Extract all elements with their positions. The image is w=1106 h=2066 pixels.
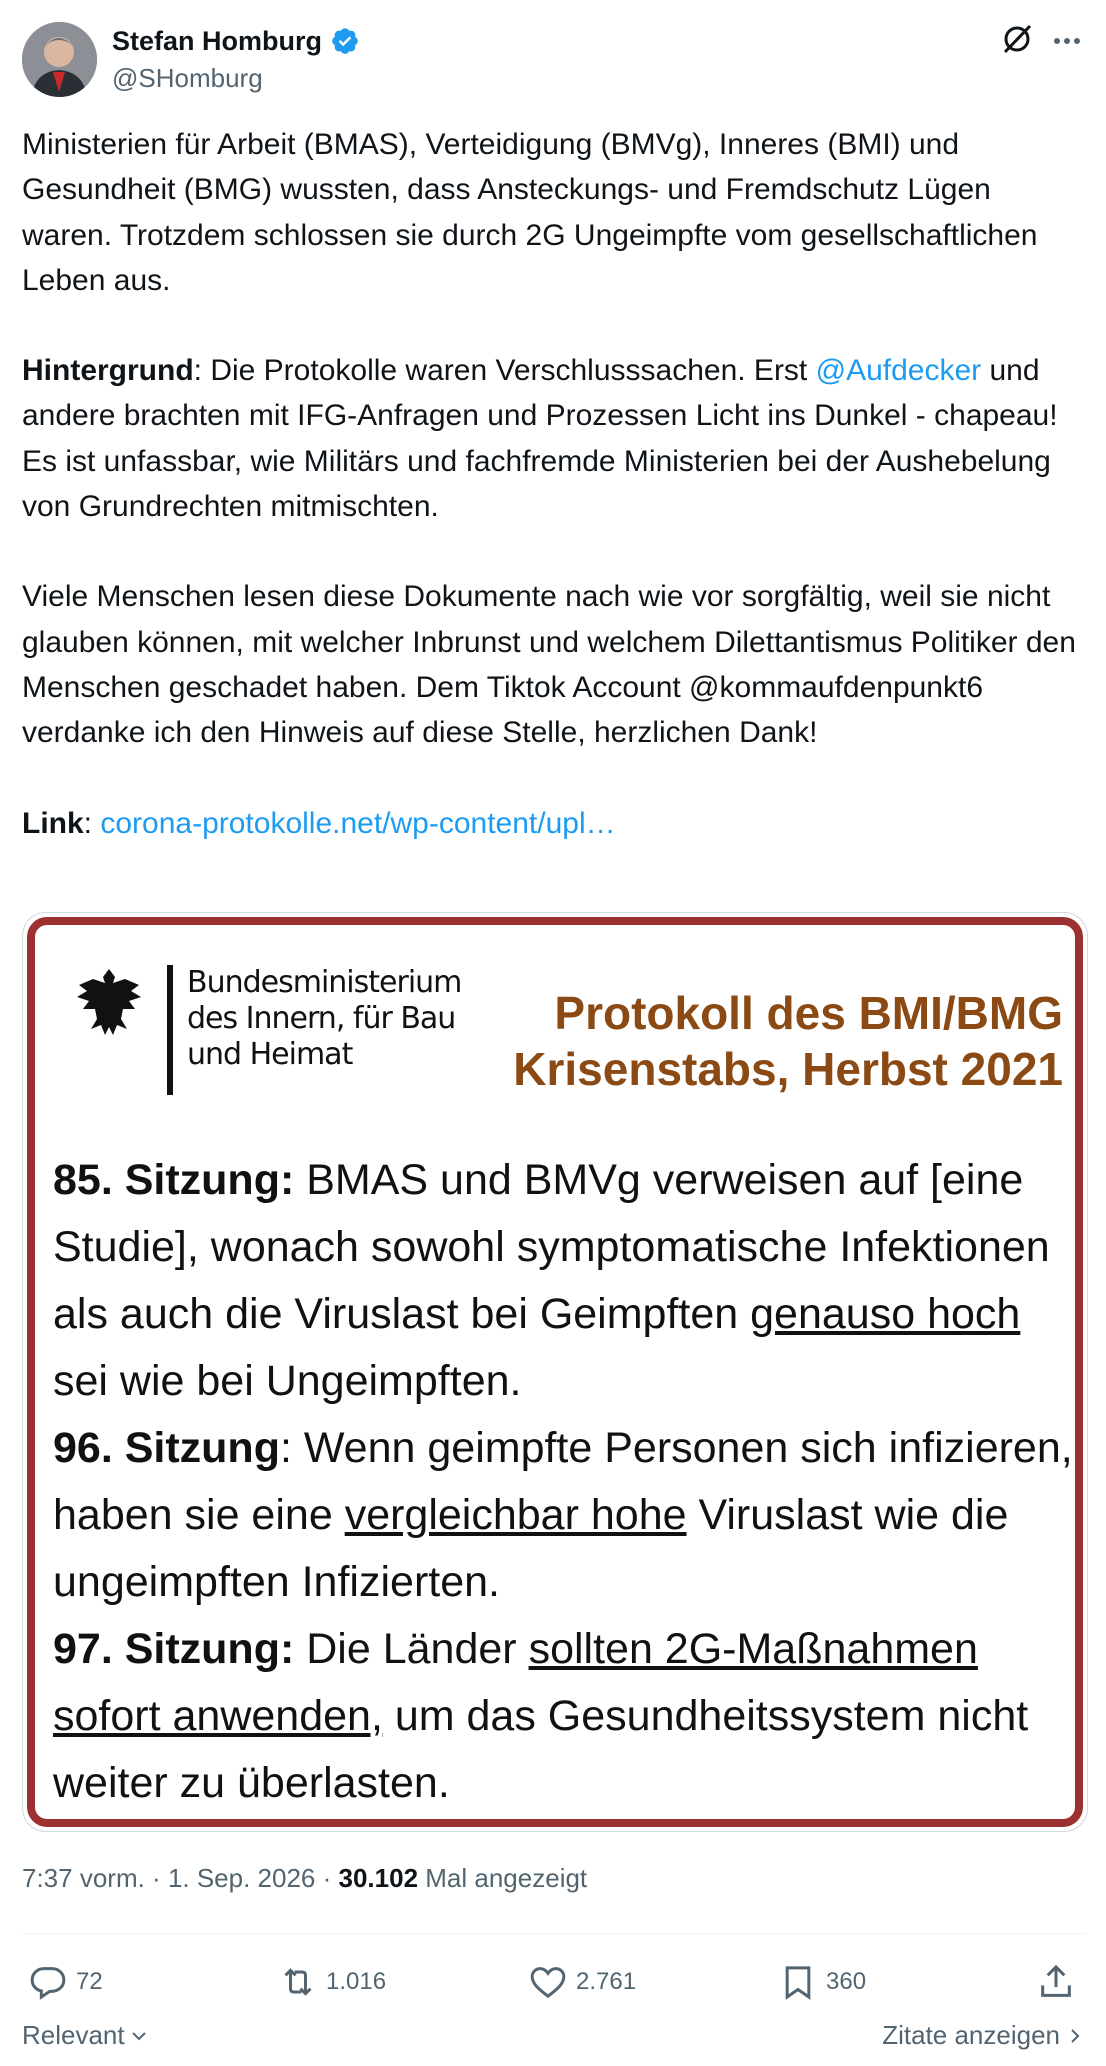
reply-count: 72 [76, 1968, 103, 1995]
bookmark-button[interactable] [778, 1962, 866, 2002]
session-97-text-a: Die Länder [294, 1625, 529, 1673]
mention-link[interactable]: @Aufdecker [815, 354, 982, 388]
verified-badge-icon [330, 26, 360, 56]
ministry-line-3: und Heimat [187, 1037, 353, 1072]
tweet-link-line [22, 801, 1086, 846]
session-96-label: 96. Sitzung [53, 1424, 280, 1472]
tweet-paragraph-1: Ministerien für Arbeit (BMAS), Verteidigung (BMVg), Inneres (BMI) und Gesundheit (BMG) wussten, dass Ansteckungs- und Fremdschutz Lügen waren. Trotzdem schlossen sie durch 2G Ungeimpfte vom gesellschaftlichen Leben aus. [22, 128, 1038, 297]
link-label: Link [22, 806, 84, 840]
share-icon [1036, 1962, 1076, 2002]
session-96-text-b: Viruslast wie die ungeimpften Infizierten. [53, 1491, 1009, 1606]
ministry-line-2: des Innern, für Bau [187, 1001, 456, 1036]
repost-icon [278, 1962, 318, 2002]
meta-separator-2: · [315, 1863, 339, 1893]
ministry-divider [167, 965, 173, 1095]
author-handle[interactable]: @SHomburg [112, 63, 263, 93]
session-85-underline: genauso hoch [750, 1290, 1021, 1338]
repost-button[interactable] [278, 1962, 386, 2002]
session-97-label: 97. Sitzung: [53, 1625, 295, 1673]
heart-icon [528, 1962, 568, 2002]
protocol-excerpt [53, 1147, 1073, 1817]
more-options-icon[interactable] [1050, 24, 1084, 58]
repost-count: 1.016 [326, 1968, 387, 1995]
session-85-text-b: sei wie bei Ungeimpften. [53, 1357, 522, 1405]
session-97-text-b: um das Gesundheitssystem nicht weiter zu überlasten. [53, 1692, 1029, 1807]
tweet-date[interactable]: 1. Sep. 2026 [167, 1863, 316, 1893]
meta-separator-1: · [144, 1863, 168, 1893]
background-label: Hintergrund [22, 354, 194, 388]
tweet-time[interactable]: 7:37 vorm. [22, 1863, 145, 1893]
session-97 [53, 1616, 1073, 1817]
protocol-title [513, 985, 1063, 1097]
tweet-meta [22, 1860, 587, 1896]
session-85-text-a: BMAS und BMVg verweisen auf [eine Studie], wonach sowohl symptomatische Infektionen als auch die Viruslast bei Geimpften [53, 1156, 1050, 1338]
session-97-underline: sollten 2G-Maßnahmen sofort anwenden, [53, 1625, 978, 1740]
external-link[interactable]: corona-protokolle.net/wp-content/upl… [100, 806, 616, 840]
protocol-title-line-1: Protokoll des BMI/BMG [554, 987, 1063, 1039]
reply-button[interactable] [28, 1962, 103, 2002]
ministry-name [187, 965, 461, 1073]
session-85 [53, 1147, 1073, 1415]
view-quotes-link[interactable] [882, 2020, 1084, 2051]
tweet-image[interactable] [22, 912, 1088, 1832]
image-frame [27, 917, 1083, 1827]
sort-label: Relevant [22, 2020, 125, 2050]
like-button[interactable] [528, 1962, 636, 2002]
ministry-line-1: Bundesministerium [187, 965, 462, 1000]
chevron-right-icon [1066, 2027, 1084, 2045]
bookmark-count: 360 [826, 1968, 867, 1995]
author-name[interactable]: Stefan Homburg [112, 26, 323, 56]
tweet-paragraph-3: Viele Menschen lesen diese Dokumente nach wie vor sorgfältig, weil sie nicht glauben können, mit welcher Inbrunst und welchem Dilettantismus Politiker den Menschen geschadet haben. Dem Tiktok Account @kommaufdenpunkt6 verdanke ich den Hinweis auf diese Stelle, herzlichen Dank! [22, 580, 1076, 750]
session-96 [53, 1415, 1073, 1616]
author-name-row[interactable] [112, 22, 360, 60]
reply-icon [28, 1962, 68, 2002]
views-label: Mal angezeigt [418, 1863, 588, 1893]
tweet-paragraph-2 [22, 348, 1086, 529]
avatar[interactable] [22, 22, 97, 97]
session-96-underline: vergleichbar hohe [344, 1491, 687, 1539]
grok-icon[interactable] [1000, 22, 1034, 56]
like-count: 2.761 [576, 1968, 637, 1995]
bookmark-icon [778, 1962, 818, 2002]
federal-eagle-icon [69, 963, 149, 1043]
session-96-text-a: : Wenn geimpfte Personen sich infizieren, haben sie eine [53, 1424, 1073, 1539]
tweet-text [22, 122, 1086, 846]
session-85-label: 85. Sitzung: [53, 1156, 295, 1204]
sort-dropdown[interactable] [22, 2020, 149, 2051]
view-quotes-label: Zitate anzeigen [882, 2020, 1060, 2050]
view-count: 30.102 [338, 1863, 419, 1893]
divider [22, 1933, 1086, 1934]
chevron-down-icon [129, 2026, 149, 2046]
action-bar [22, 1952, 1086, 2012]
share-button[interactable] [1036, 1962, 1076, 2002]
tweet-paragraph-2-text-a: : Die Protokolle waren Verschlusssachen. Erst [193, 354, 816, 388]
tweet-paragraph-2-text-b: und andere brachten mit IFG-Anfragen und Prozessen Licht ins Dunkel - chapeau! Es ist unfassbar, wie Militärs und fachfremde Ministerien bei der Aushebelung von Grundrechten mitmischten. [22, 354, 1058, 524]
protocol-title-line-2: Krisenstabs, Herbst 2021 [513, 1043, 1063, 1095]
link-separator: : [83, 806, 101, 840]
